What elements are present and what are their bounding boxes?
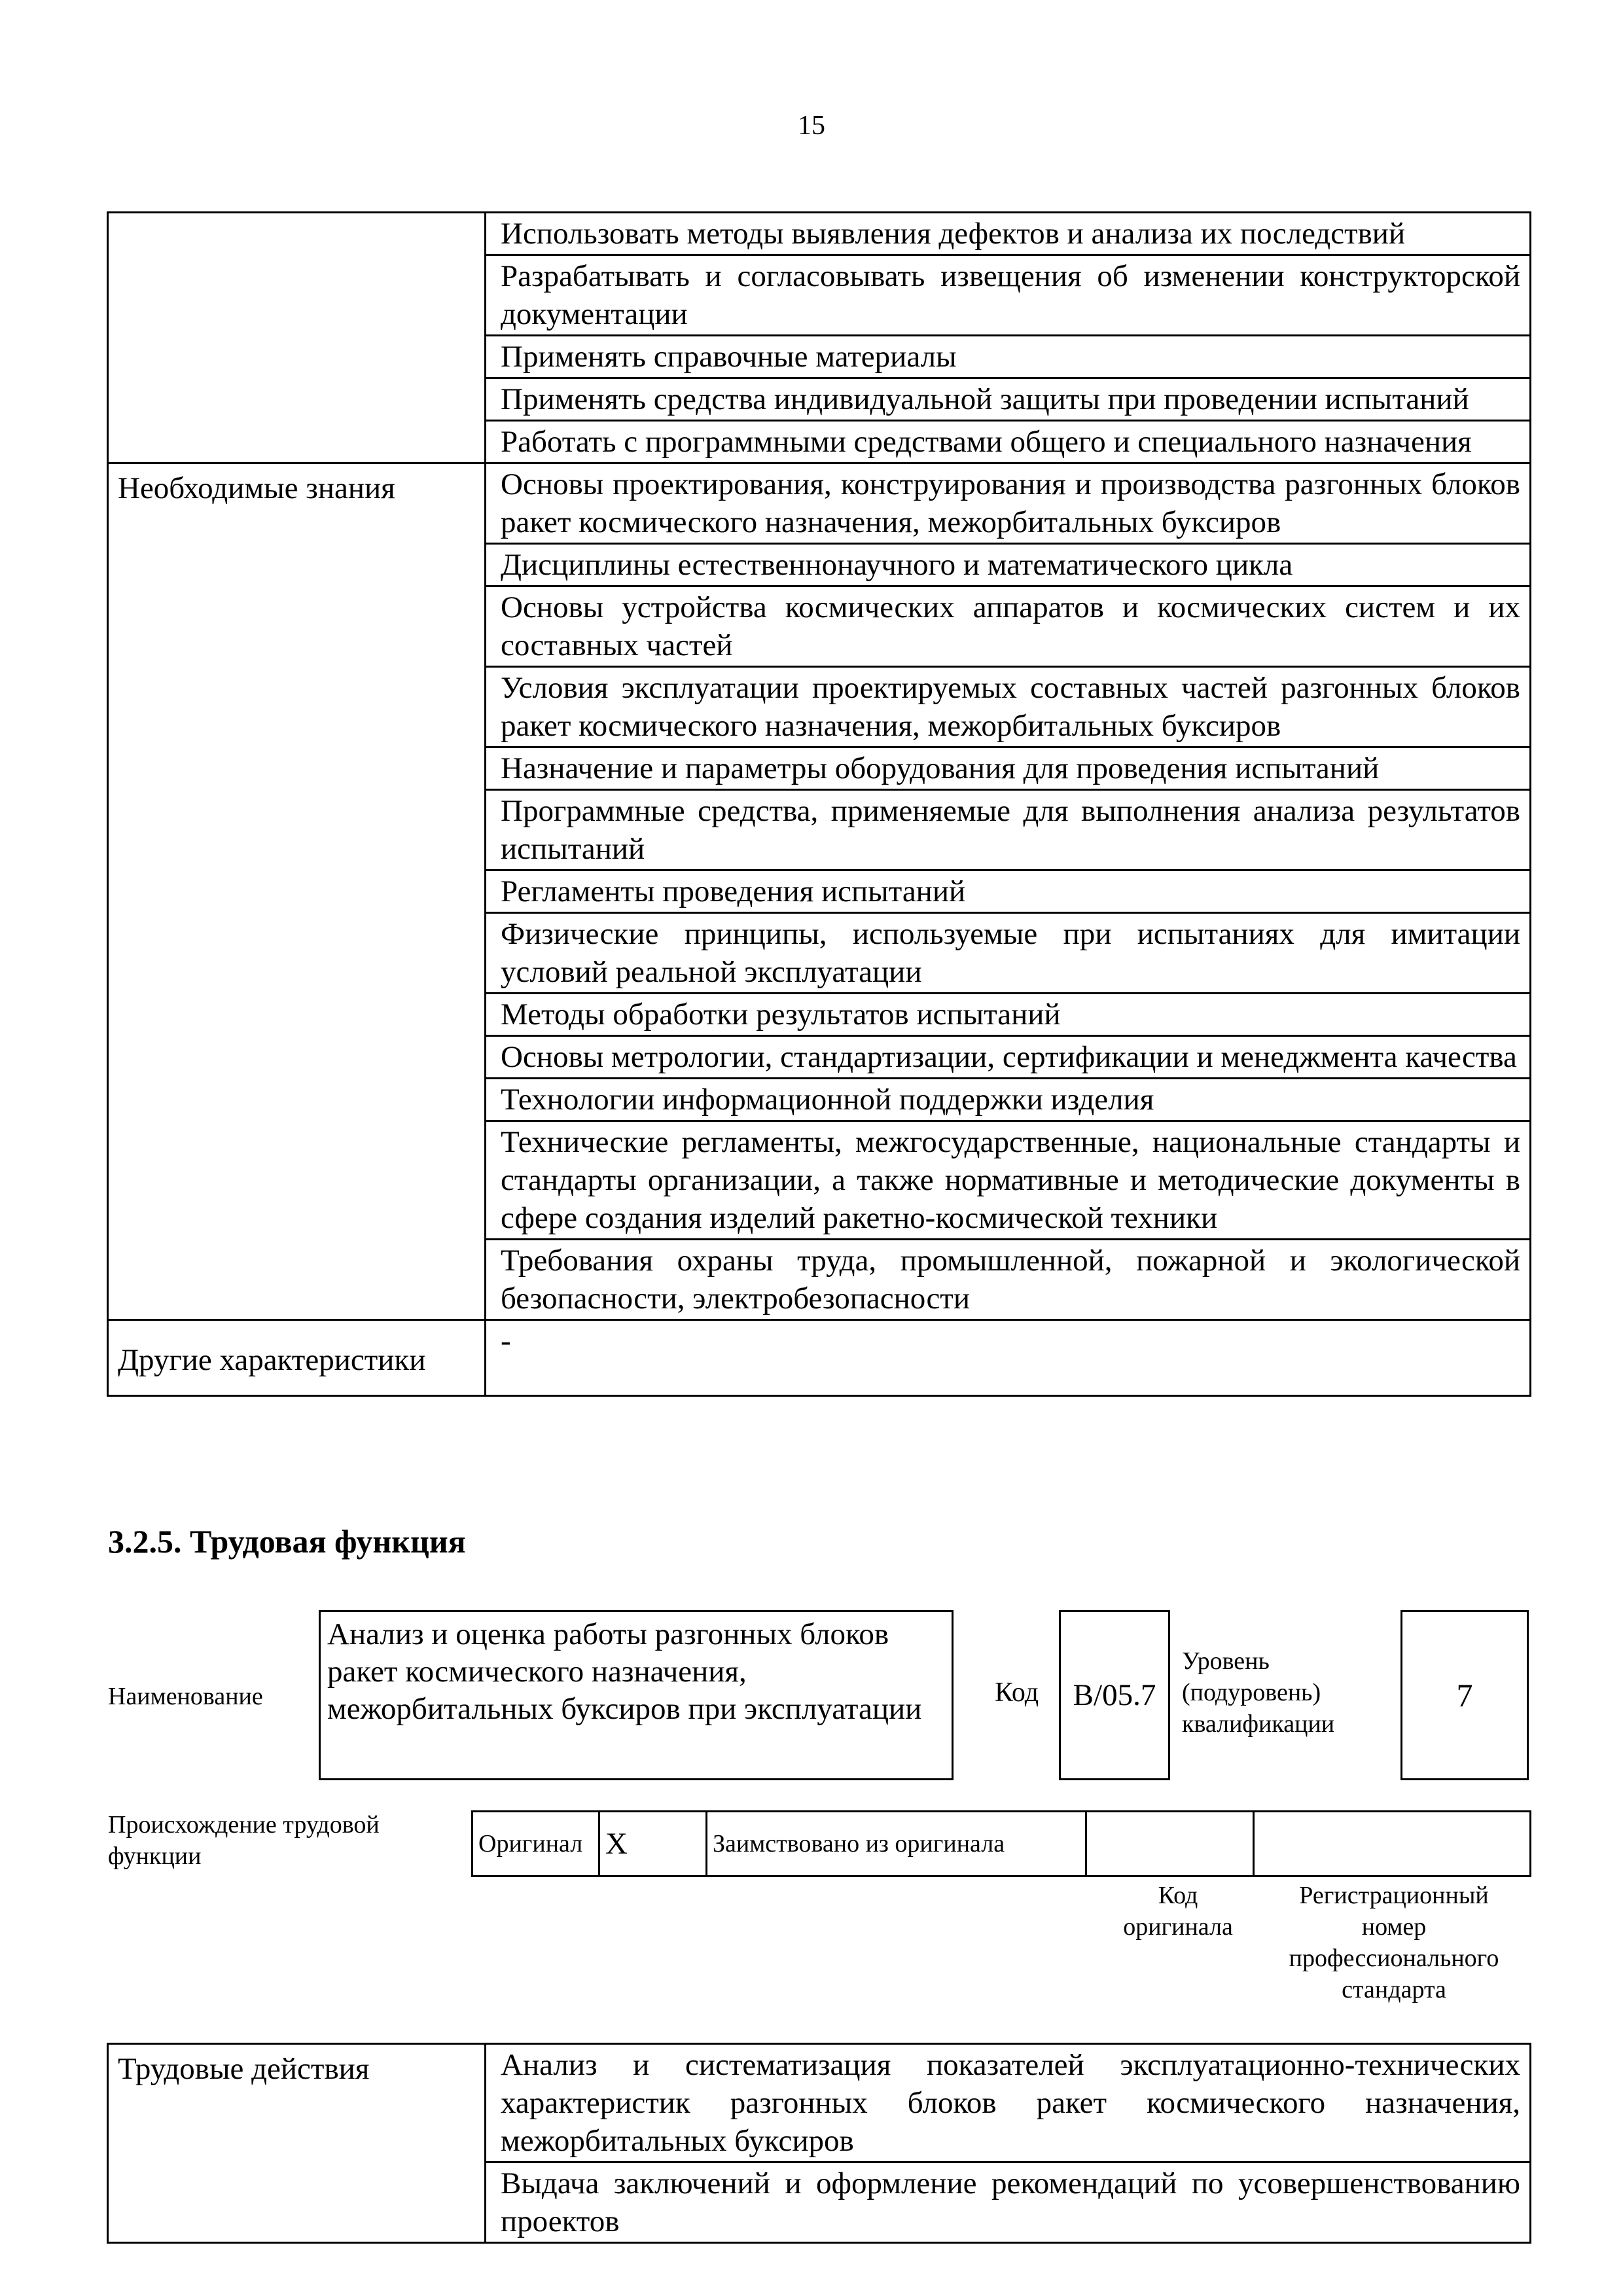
- skill-item: Применять средства индивидуальной защиты при проведении испытаний: [486, 378, 1531, 421]
- caption-line: Регистрационный: [1299, 1882, 1489, 1909]
- skills-label-cell: [108, 213, 486, 463]
- page-number: 15: [798, 111, 825, 141]
- caption-line: профессионального: [1289, 1945, 1499, 1972]
- other-characteristics-label: Другие характеристики: [108, 1320, 486, 1396]
- origin-row-table: [471, 1810, 1531, 1877]
- caption-line: Код: [1158, 1882, 1198, 1909]
- knowledge-item: Условия эксплуатации проектируемых составных частей разгонных блоков ракет космического назначения, межорбитальных буксиров: [486, 667, 1531, 747]
- level-value: 7: [1456, 1677, 1473, 1713]
- level-label-line: Уровень: [1182, 1647, 1270, 1675]
- knowledge-item: Технические регламенты, межгосударственные, национальные стандарты и стандарты организации, а также нормативные и методические документы в сфере создания изделий ракетно-космической техники: [486, 1121, 1531, 1240]
- labor-action-item: Выдача заключений и оформление рекомендаций по усовершенствованию проектов: [486, 2162, 1531, 2243]
- origin-borrowed-cell: Заимствовано из оригинала: [707, 1812, 1086, 1876]
- original-code-caption: [1080, 1880, 1276, 1943]
- skill-item: Работать с программными средствами общего и специального назначения: [486, 421, 1531, 463]
- origin-label-line: Происхождение трудовой: [108, 1811, 380, 1839]
- knowledge-item: Физические принципы, используемые при испытаниях для имитации условий реальной эксплуатации: [486, 913, 1531, 994]
- knowledge-item: Основы проектирования, конструирования и производства разгонных блоков ракет космического назначения, межорбитальных буксиров: [486, 463, 1531, 544]
- knowledge-item: Назначение и параметры оборудования для проведения испытаний: [486, 747, 1531, 790]
- labor-action-item: Анализ и систематизация показателей эксплуатационно-технических характеристик разгонных блоков ракет космического назначения, межорбитальных буксиров: [486, 2044, 1531, 2162]
- original-code-cell: [1086, 1812, 1254, 1876]
- registration-number-caption: [1257, 1880, 1531, 2005]
- registration-number-cell: [1254, 1812, 1531, 1876]
- skill-item: Использовать методы выявления дефектов и анализа их последствий: [486, 213, 1531, 255]
- level-box: [1400, 1610, 1529, 1780]
- skills-knowledge-table: [107, 211, 1531, 1397]
- level-label-line: квалификации: [1182, 1710, 1335, 1738]
- origin-mark-cell: X: [599, 1812, 707, 1876]
- function-code-box: [1059, 1610, 1170, 1780]
- origin-label-line: функции: [108, 1842, 202, 1870]
- knowledge-item: Основы метрологии, стандартизации, сертификации и менеджмента качества: [486, 1036, 1531, 1079]
- knowledge-label: Необходимые знания: [108, 463, 486, 1320]
- section-heading: 3.2.5. Трудовая функция: [108, 1523, 466, 1560]
- knowledge-item: Технологии информационной поддержки изделия: [486, 1079, 1531, 1121]
- labor-actions-label: Трудовые действия: [108, 2044, 486, 2243]
- origin-label: [108, 1809, 380, 1872]
- caption-line: стандарта: [1342, 1976, 1446, 2003]
- skill-item: Применять справочные материалы: [486, 336, 1531, 378]
- other-characteristics-value: -: [486, 1320, 1531, 1396]
- name-label: Наименование: [108, 1683, 263, 1710]
- level-label-line: (подуровень): [1182, 1679, 1321, 1706]
- knowledge-item: Основы устройства космических аппаратов и космических систем и их составных частей: [486, 586, 1531, 667]
- knowledge-item: Программные средства, применяемые для выполнения анализа результатов испытаний: [486, 790, 1531, 870]
- function-code-value: B/05.7: [1073, 1678, 1156, 1712]
- origin-original-cell: Оригинал: [473, 1812, 599, 1876]
- labor-actions-table: [107, 2043, 1531, 2244]
- caption-line: оригинала: [1123, 1913, 1233, 1941]
- level-label: [1182, 1645, 1334, 1740]
- knowledge-item: Требования охраны труда, промышленной, пожарной и экологической безопасности, электробезопасности: [486, 1240, 1531, 1320]
- knowledge-item: Регламенты проведения испытаний: [486, 870, 1531, 913]
- skill-item: Разрабатывать и согласовывать извещения об изменении конструкторской документации: [486, 255, 1531, 336]
- knowledge-item: Дисциплины естественнонаучного и математического цикла: [486, 544, 1531, 586]
- knowledge-item: Методы обработки результатов испытаний: [486, 994, 1531, 1036]
- function-name-box: Анализ и оценка работы разгонных блоков ракет космического назначения, межорбитальных буксиров при эксплуатации: [319, 1610, 954, 1780]
- code-label: Код: [995, 1677, 1039, 1708]
- caption-line: номер: [1361, 1913, 1427, 1941]
